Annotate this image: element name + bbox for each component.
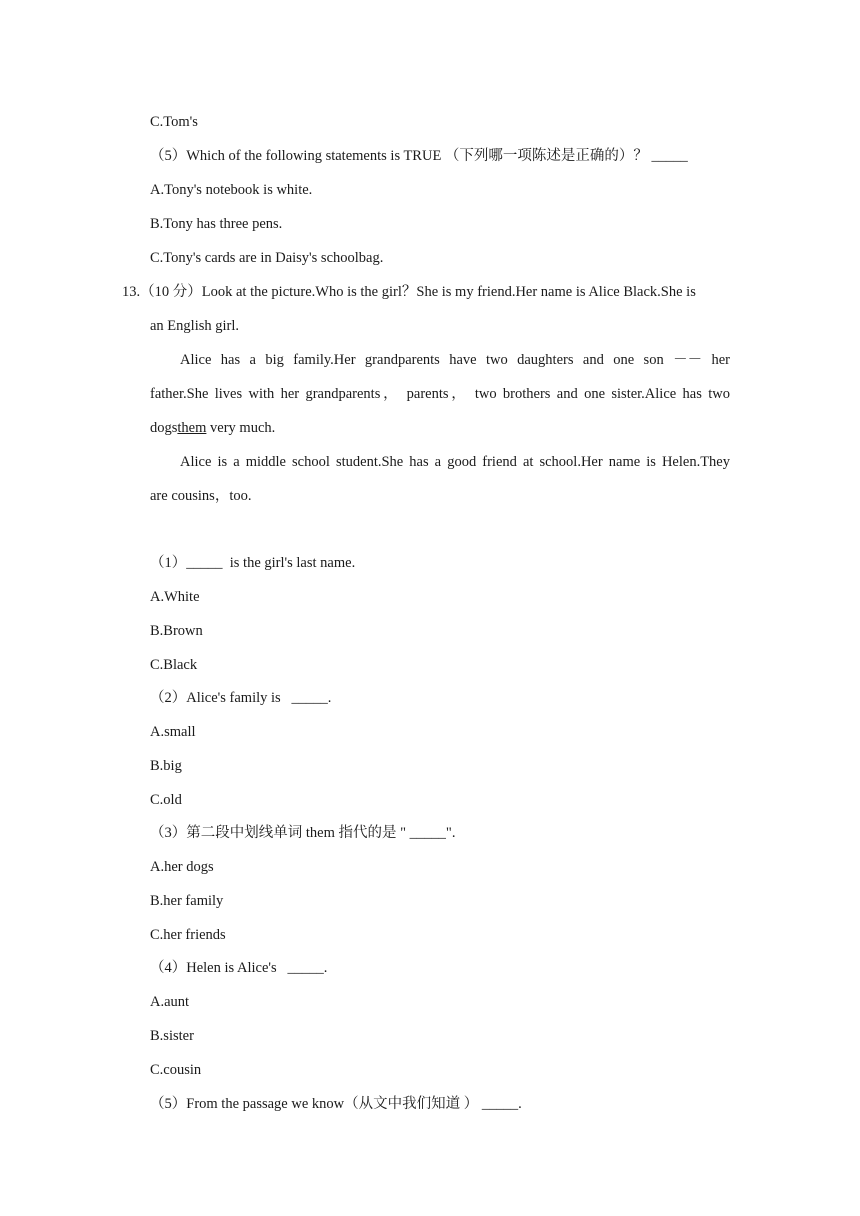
q13-heading-line1: 13.（10 分）Look at the picture.Who is the girl？She is my friend.Her name is Alice Black.She is [122,284,696,300]
sub1-option-c: C.Black [150,657,198,673]
sub1-option-a: A.White [150,589,200,605]
passage-p2-line2: are cousins，too. [150,488,252,504]
sub4-option-a: A.aunt [150,994,190,1010]
sub2-option-b: B.big [150,758,182,774]
prev-q5-stem: （5）Which of the following statements is TRUE （下列哪一项陈述是正确的）？ _____ [150,148,688,164]
passage-text: dogs [150,420,178,436]
passage-p1-line3 [150,419,275,437]
sub4-option-b: B.sister [150,1028,194,1044]
q13-heading-line2: an English girl. [150,318,240,334]
sub3-stem: （3）第二段中划线单词 them 指代的是 " _____". [150,825,456,841]
sub5-stem: （5）From the passage we know（从文中我们知道 ） _____. [150,1096,522,1112]
sub2-option-a: A.small [150,724,196,740]
passage-p1-line2: father.She lives with her grandparents， parents， two brothers and one sister.Alice has two [150,386,730,402]
sub2-stem: （2）Alice's family is _____. [150,690,332,706]
passage-text: very much. [206,420,276,436]
underlined-word-them: them [177,420,207,436]
prev-q5-option-b: B.Tony has three pens. [150,216,283,232]
prev-q5-option-a: A.Tony's notebook is white. [150,182,313,198]
sub3-option-c: C.her friends [150,927,226,943]
prev-q-option-c: C.Tom's [150,114,198,130]
sub1-option-b: B.Brown [150,623,203,639]
sub3-option-b: B.her family [150,893,224,909]
sub1-stem: （1）_____ is the girl's last name. [150,555,356,571]
sub4-stem: （4）Helen is Alice's _____. [150,960,328,976]
sub3-option-a: A.her dogs [150,859,214,875]
passage-p1-line1: Alice has a big family.Her grandparents have two daughters and one son －－ her [180,352,730,368]
sub2-option-c: C.old [150,792,182,808]
sub4-option-c: C.cousin [150,1062,202,1078]
prev-q5-option-c: C.Tony's cards are in Daisy's schoolbag. [150,250,384,266]
passage-p2-line1: Alice is a middle school student.She has a good friend at school.Her name is Helen.They [180,454,730,470]
